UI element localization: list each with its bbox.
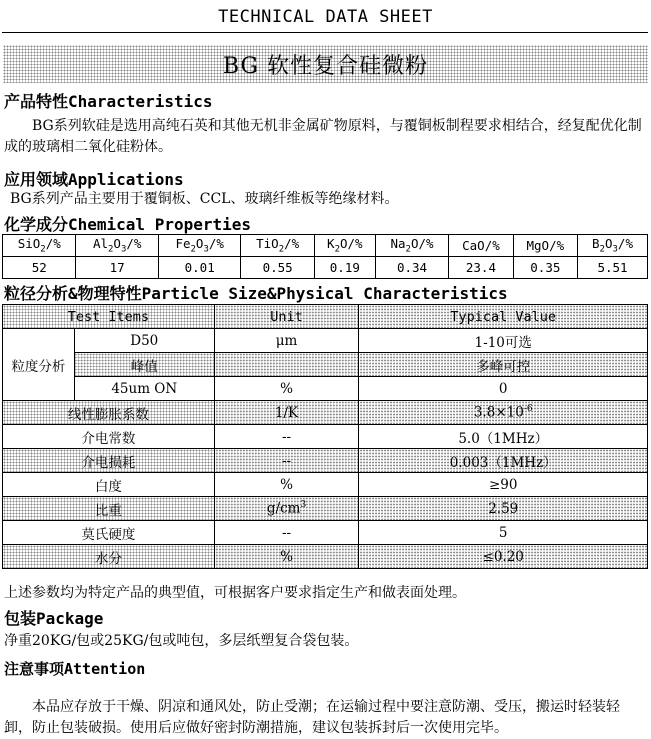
characteristics-text: BG系列软硅是选用高纯石英和其他无机非金属矿物原料，与覆铜板制程要求相结合，经复配优化制成的玻璃相二氧化硅粉体。 [4,118,642,155]
value-cell: 5.0（1MHz） [359,425,648,449]
unit-cell: % [214,473,359,497]
document-title: TECHNICAL DATA SHEET [218,7,433,27]
table-row [3,545,648,569]
chem-value: 0.01 [158,257,241,279]
chem-value: 23.4 [449,257,513,279]
value-cell: 1-10可选 [359,329,648,353]
chem-value: 0.34 [375,257,448,279]
unit-cell: -- [214,521,359,545]
item-cell: 莫氏硬度 [3,521,215,545]
item-cell: D50 [74,329,214,353]
unit-cell: $g/cm^3$ [214,497,359,521]
unit-cell [214,353,359,377]
physical-properties-table [2,304,648,569]
item-cell: 介电常数 [3,425,215,449]
chem-col-fe2o3: $Fe_2O_3/\%$ [158,235,241,257]
table-row [3,449,648,473]
package-text: 净重20KG/包或25KG/包或吨包，多层纸塑复合袋包装。 [4,633,359,649]
table-row [3,353,648,377]
header-typical-value: Typical Value [359,305,648,329]
value-cell: 多峰可控 [359,353,648,377]
table-row [3,521,648,545]
header-test-items: Test Items [3,305,215,329]
chem-value: 0.55 [241,257,314,279]
table-row [3,473,648,497]
value-cell: $3.8\times 10^{-6}$ [359,401,648,425]
item-cell: 45um ON [74,377,214,401]
value-cell: ≤0.20 [359,545,648,569]
unit-cell: % [214,377,359,401]
chem-header-row [3,235,648,257]
table-row [3,497,648,521]
chemical-heading: 化学成分Chemical Properties [4,215,252,234]
item-cell: 水分 [3,545,215,569]
chem-col-na2o: $Na_2O/\%$ [375,235,448,257]
header-unit: Unit [214,305,359,329]
item-cell: 峰值 [74,353,214,377]
chem-value: 52 [3,257,76,279]
product-title-banner [3,45,648,83]
value-cell: 0 [359,377,648,401]
title-divider [2,32,648,33]
chem-value: 5.51 [578,257,648,279]
particle-size-group-label: 粒度分析 [3,329,75,401]
value-cell: 2.59 [359,497,648,521]
value-cell: ≥90 [359,473,648,497]
chem-value-row [3,257,648,279]
item-cell: 比重 [3,497,215,521]
item-cell: 介电损耗 [3,449,215,473]
unit-cell: -- [214,425,359,449]
characteristics-heading: 产品特性Characteristics [4,92,213,111]
table-row [3,425,648,449]
value-cell: 0.003（1MHz） [359,449,648,473]
chem-col-mgo: MgO/% [513,235,577,257]
package-heading: 包装Package [4,609,104,628]
attention-heading: 注意事项Attention [4,660,146,678]
physical-heading: 粒径分析&物理特性Particle Size&Physical Characteristics [4,284,508,303]
chem-col-tio2: TiO$_2$/% [241,235,314,257]
chem-col-k2o: $K_2O/\%$ [314,235,375,257]
item-cell: 白度 [3,473,215,497]
applications-heading: 应用领域Applications [4,170,184,189]
value-cell: 5 [359,521,648,545]
chem-value: 0.35 [513,257,577,279]
chem-value: 17 [76,257,159,279]
chem-col-sio2: SiO$_2$/% [3,235,76,257]
unit-cell: μm [214,329,359,353]
table-row [3,401,648,425]
chemical-properties-table [2,234,648,279]
product-title: BG 软性复合硅微粉 [222,53,429,79]
unit-cell: -- [214,449,359,473]
chem-col-b2o3: $B_2O_3/\%$ [578,235,648,257]
phys-header-row [3,305,648,329]
chem-value: 0.19 [314,257,375,279]
attention-text: 本品应存放于干燥、阴凉和通风处，防止受潮；在运输过程中要注意防潮、受压，搬运时轻装轻卸，防止包装破损。使用后应做好密封防潮措施，建议包装拆封后一次使用完毕。 [4,699,620,736]
typical-values-note: 上述参数均为特定产品的典型值，可根据客户要求指定生产和做表面处理。 [4,585,466,601]
item-cell: 线性膨胀系数 [3,401,215,425]
unit-cell: % [214,545,359,569]
table-row [3,377,648,401]
unit-cell: 1/K [214,401,359,425]
chem-col-al2o3: $Al_2O_3/\%$ [76,235,159,257]
chem-col-cao: CaO/% [449,235,513,257]
table-row [3,329,648,353]
applications-text: BG系列产品主要用于覆铜板、CCL、玻璃纤维板等绝缘材料。 [10,191,399,207]
